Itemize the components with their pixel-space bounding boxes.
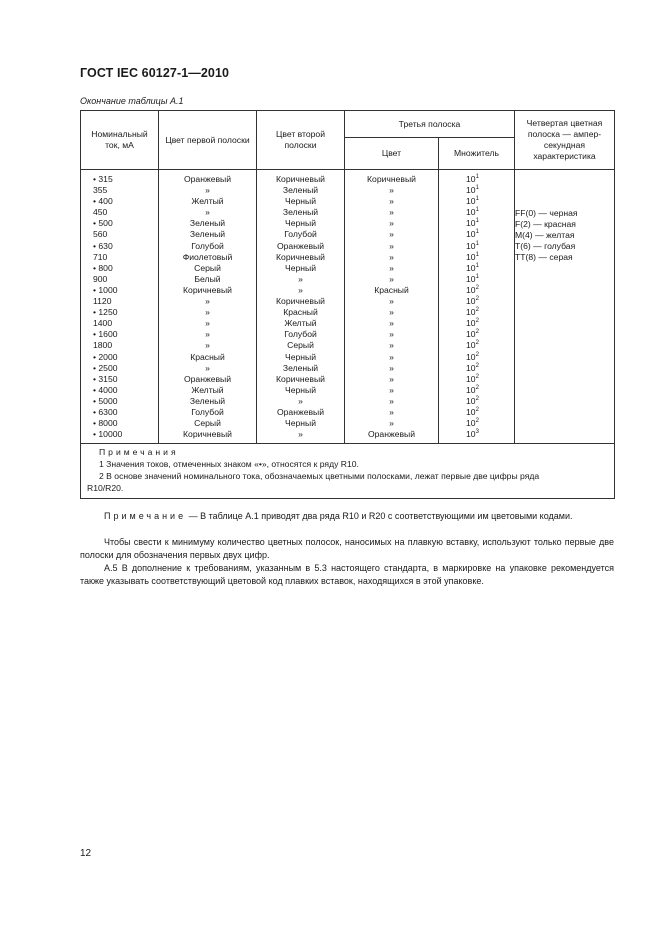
nominal-current-value: • 4000: [93, 384, 118, 395]
nominal-current-value: • 630: [93, 240, 113, 251]
header-first-stripe: Цвет первой полоски: [159, 111, 257, 170]
fourth-stripe-column: [515, 170, 615, 444]
third-stripe-color: Оранжевый: [367, 429, 416, 440]
fourth-stripe-code: T(6) — голубая: [515, 241, 576, 252]
nominal-current-value: 450: [93, 207, 108, 218]
first-stripe-color: Оранжевый: [183, 174, 232, 184]
nominal-current-value: • 3150: [93, 373, 118, 384]
multiplier-value: [439, 174, 514, 185]
first-stripe-color: Серый: [194, 262, 221, 273]
multiplier-exponent: 1: [475, 218, 479, 225]
color-code-table: [80, 110, 615, 499]
multiplier-value: [439, 252, 514, 263]
multiplier-base: 10: [466, 418, 476, 429]
first-stripe-column: [159, 170, 257, 444]
multiplier-exponent: 2: [475, 373, 479, 380]
first-stripe-color: Желтый: [191, 196, 224, 207]
multiplier-base: 10: [466, 373, 476, 384]
second-stripe-color: Голубой: [284, 329, 317, 340]
third-stripe-color: »: [389, 185, 394, 196]
nominal-current-value: • 1250: [93, 307, 118, 318]
nominal-current-value: • 500: [93, 218, 113, 229]
multiplier-exponent: 2: [475, 384, 479, 391]
multiplier-exponent: 1: [475, 207, 479, 214]
nominal-current-value: • 8000: [93, 418, 118, 429]
multiplier-base: 10: [466, 384, 476, 395]
nominal-current-value: 1400: [93, 318, 113, 329]
third-stripe-color: »: [389, 395, 394, 406]
nominal-current-value: 900: [93, 273, 108, 284]
paragraph-a5: А.5 В дополнение к требованиям, указанным в 5.3 настоящего стандарта, в маркировке на упаковке рекомендуется также указывать соответствующий цветовой код плавких вставок, находящихся в этой упаковке.: [80, 563, 614, 586]
fourth-stripe-code: M(4) — желтая: [515, 230, 575, 241]
second-stripe-color: Серый: [287, 340, 314, 351]
multiplier-exponent: 2: [475, 406, 479, 413]
multiplier-base: 10: [466, 307, 476, 318]
table-notes: [81, 444, 615, 499]
multiplier-value: [439, 229, 514, 240]
multiplier-value: [439, 285, 514, 296]
header-nominal-current: Номинальный ток, мА: [81, 111, 159, 170]
multiplier-value: [439, 340, 514, 351]
third-stripe-color: »: [389, 229, 394, 240]
multiplier-base: 10: [466, 429, 476, 440]
second-stripe-color: Черный: [284, 262, 316, 273]
multiplier-value: [439, 407, 514, 418]
fourth-stripe-code: TT(8) — серая: [515, 252, 573, 263]
paragraph-note-label: Примечание: [104, 511, 187, 521]
header-third-stripe: Третья полоска: [345, 111, 515, 138]
nominal-current-value: • 315: [93, 174, 113, 184]
multiplier-value: [439, 396, 514, 407]
fourth-stripe-code: F(2) — красная: [515, 219, 576, 230]
multiplier-exponent: 2: [475, 340, 479, 347]
third-stripe-color: »: [389, 340, 394, 351]
second-stripe-color: Желтый: [284, 318, 317, 329]
first-stripe-color: Серый: [194, 418, 221, 429]
note-1: 1 Значения токов, отмеченных знаком «•», относятся к ряду R10.: [99, 459, 359, 470]
nominal-current-value: • 1600: [93, 329, 118, 340]
first-stripe-color: »: [205, 185, 210, 196]
nominal-current-value: • 5000: [93, 395, 118, 406]
multiplier-value: [439, 429, 514, 440]
multiplier-exponent: 2: [475, 307, 479, 314]
third-stripe-color: »: [389, 362, 394, 373]
nominal-current-value: • 400: [93, 196, 113, 207]
third-stripe-color: »: [389, 218, 394, 229]
first-stripe-color: Коричневый: [183, 429, 232, 440]
header-fourth-stripe: Четвертая цветная полоска — ампер-секундная характеристика: [515, 111, 615, 170]
multiplier-exponent: 2: [475, 362, 479, 369]
multiplier-base: 10: [466, 240, 476, 251]
third-stripe-color: »: [389, 307, 394, 318]
nominal-current-value: 1800: [93, 340, 113, 351]
paragraph-1: Чтобы свести к минимуму количество цветных полосок, наносимых на плавкую вставку, используют только первые две полоски для обозначения первых двух цифр.: [80, 537, 614, 560]
multiplier-exponent: 1: [475, 229, 479, 236]
third-stripe-color: Красный: [374, 284, 409, 295]
first-stripe-color: Желтый: [191, 384, 224, 395]
multiplier-exponent: 1: [475, 185, 479, 192]
second-stripe-color: Красный: [283, 307, 318, 318]
second-stripe-color: »: [298, 429, 303, 440]
first-stripe-color: »: [205, 296, 210, 307]
multiplier-base: 10: [466, 340, 476, 351]
nominal-current-column: [81, 170, 159, 444]
multiplier-value: [439, 263, 514, 274]
multiplier-base: 10: [466, 318, 476, 329]
first-stripe-color: Зеленый: [189, 229, 226, 240]
multiplier-exponent: 3: [475, 429, 479, 436]
second-stripe-color: Зеленый: [282, 362, 319, 373]
multiplier-value: [439, 218, 514, 229]
multiplier-base: 10: [466, 196, 476, 207]
note-2-continuation: R10/R20.: [87, 483, 124, 494]
multiplier-exponent: 1: [475, 273, 479, 280]
multiplier-base: 10: [466, 362, 476, 373]
first-stripe-color: »: [205, 307, 210, 318]
multiplier-base: 10: [466, 174, 476, 184]
third-stripe-color: »: [389, 196, 394, 207]
nominal-current-value: • 2000: [93, 351, 118, 362]
first-stripe-color: »: [205, 340, 210, 351]
second-stripe-color: Зеленый: [282, 185, 319, 196]
multiplier-exponent: 2: [475, 296, 479, 303]
first-stripe-color: »: [205, 207, 210, 218]
multiplier-base: 10: [466, 262, 476, 273]
second-stripe-color: Зеленый: [282, 207, 319, 218]
multiplier-base: 10: [466, 207, 476, 218]
page-number: 12: [80, 848, 92, 859]
multiplier-value: [439, 207, 514, 218]
multiplier-value: [439, 385, 514, 396]
second-stripe-color: »: [298, 284, 303, 295]
third-stripe-color: »: [389, 384, 394, 395]
nominal-current-value: • 800: [93, 262, 113, 273]
third-stripe-color: »: [389, 418, 394, 429]
first-stripe-color: Оранжевый: [183, 373, 232, 384]
third-stripe-color: »: [389, 273, 394, 284]
second-stripe-color: Оранжевый: [276, 406, 325, 417]
third-stripe-color: »: [389, 262, 394, 273]
first-stripe-color: »: [205, 362, 210, 373]
multiplier-value: [439, 318, 514, 329]
first-stripe-color: Зеленый: [189, 218, 226, 229]
third-stripe-color: »: [389, 240, 394, 251]
document-title: ГОСТ IEC 60127-1—2010: [80, 66, 230, 80]
second-stripe-color: Черный: [284, 218, 316, 229]
nominal-current-value: 710: [93, 251, 108, 262]
multiplier-base: 10: [466, 229, 476, 240]
nominal-current-value: 355: [93, 185, 108, 196]
first-stripe-color: Голубой: [191, 240, 224, 251]
paragraph-note-text: — В таблице А.1 приводят два ряда R10 и R20 с соответствующими им цветовыми кодами.: [186, 511, 573, 521]
table-caption: Окончание таблицы А.1: [80, 96, 184, 106]
first-stripe-color: Зеленый: [189, 395, 226, 406]
second-stripe-color: Черный: [284, 351, 316, 362]
multiplier-base: 10: [466, 329, 476, 340]
paragraph-note: [80, 510, 614, 523]
multiplier-column: [439, 170, 515, 444]
multiplier-base: 10: [466, 395, 476, 406]
multiplier-value: [439, 241, 514, 252]
multiplier-value: [439, 352, 514, 363]
multiplier-base: 10: [466, 284, 476, 295]
multiplier-exponent: 1: [475, 240, 479, 247]
multiplier-exponent: 1: [475, 174, 479, 180]
multiplier-base: 10: [466, 185, 476, 196]
multiplier-value: [439, 418, 514, 429]
second-stripe-color: Коричневый: [276, 174, 325, 184]
multiplier-base: 10: [466, 296, 476, 307]
multiplier-exponent: 2: [475, 318, 479, 325]
nominal-current-value: 560: [93, 229, 108, 240]
third-stripe-color: »: [389, 373, 394, 384]
multiplier-exponent: 2: [475, 284, 479, 291]
second-stripe-color: Коричневый: [276, 296, 325, 307]
multiplier-base: 10: [466, 273, 476, 284]
multiplier-base: 10: [466, 218, 476, 229]
second-stripe-column: [257, 170, 345, 444]
first-stripe-color: Коричневый: [183, 284, 232, 295]
header-third-multiplier: Множитель: [439, 138, 515, 170]
nominal-current-value: • 1000: [93, 284, 118, 295]
first-stripe-color: »: [205, 329, 210, 340]
second-stripe-color: Коричневый: [276, 373, 325, 384]
first-stripe-color: Белый: [194, 273, 221, 284]
second-stripe-color: Коричневый: [276, 251, 325, 262]
second-stripe-color: Черный: [284, 196, 316, 207]
header-second-stripe: Цвет второй полоски: [257, 111, 345, 170]
multiplier-exponent: 1: [475, 251, 479, 258]
third-stripe-color: »: [389, 351, 394, 362]
third-stripe-color: »: [389, 207, 394, 218]
second-stripe-color: Голубой: [284, 229, 317, 240]
nominal-current-value: 1120: [93, 296, 112, 307]
third-stripe-color: »: [389, 251, 394, 262]
multiplier-base: 10: [466, 406, 476, 417]
multiplier-value: [439, 185, 514, 196]
multiplier-exponent: 1: [475, 196, 479, 203]
fourth-stripe-code: FF(0) — черная: [515, 208, 578, 218]
multiplier-value: [439, 363, 514, 374]
multiplier-value: [439, 374, 514, 385]
nominal-current-value: • 6300: [93, 406, 118, 417]
third-stripe-color: »: [389, 296, 394, 307]
multiplier-value: [439, 274, 514, 285]
multiplier-base: 10: [466, 251, 476, 262]
second-stripe-color: »: [298, 395, 303, 406]
first-stripe-color: Голубой: [191, 406, 224, 417]
multiplier-base: 10: [466, 351, 476, 362]
third-stripe-color: »: [389, 318, 394, 329]
multiplier-value: [439, 307, 514, 318]
third-stripe-color: Коричневый: [367, 174, 416, 184]
second-stripe-color: Оранжевый: [276, 240, 325, 251]
multiplier-exponent: 2: [475, 395, 479, 402]
notes-heading: Примечания: [99, 447, 179, 458]
second-stripe-color: Черный: [284, 418, 316, 429]
first-stripe-color: Красный: [190, 351, 225, 362]
multiplier-exponent: 2: [475, 329, 479, 336]
note-2: 2 В основе значений номинального тока, обозначаемых цветными полосками, лежат первые две цифры ряда: [99, 471, 540, 482]
second-stripe-color: »: [298, 273, 303, 284]
multiplier-exponent: 2: [475, 418, 479, 425]
first-stripe-color: »: [205, 318, 210, 329]
second-stripe-color: Черный: [284, 384, 316, 395]
third-stripe-color: »: [389, 406, 394, 417]
header-third-color: Цвет: [345, 138, 439, 170]
multiplier-value: [439, 329, 514, 340]
multiplier-value: [439, 196, 514, 207]
third-color-column: [345, 170, 439, 444]
nominal-current-value: • 2500: [93, 362, 118, 373]
nominal-current-value: • 10000: [93, 429, 123, 440]
multiplier-value: [439, 296, 514, 307]
first-stripe-color: Фиолетовый: [182, 251, 233, 262]
multiplier-exponent: 2: [475, 351, 479, 358]
third-stripe-color: »: [389, 329, 394, 340]
multiplier-exponent: 1: [475, 262, 479, 269]
